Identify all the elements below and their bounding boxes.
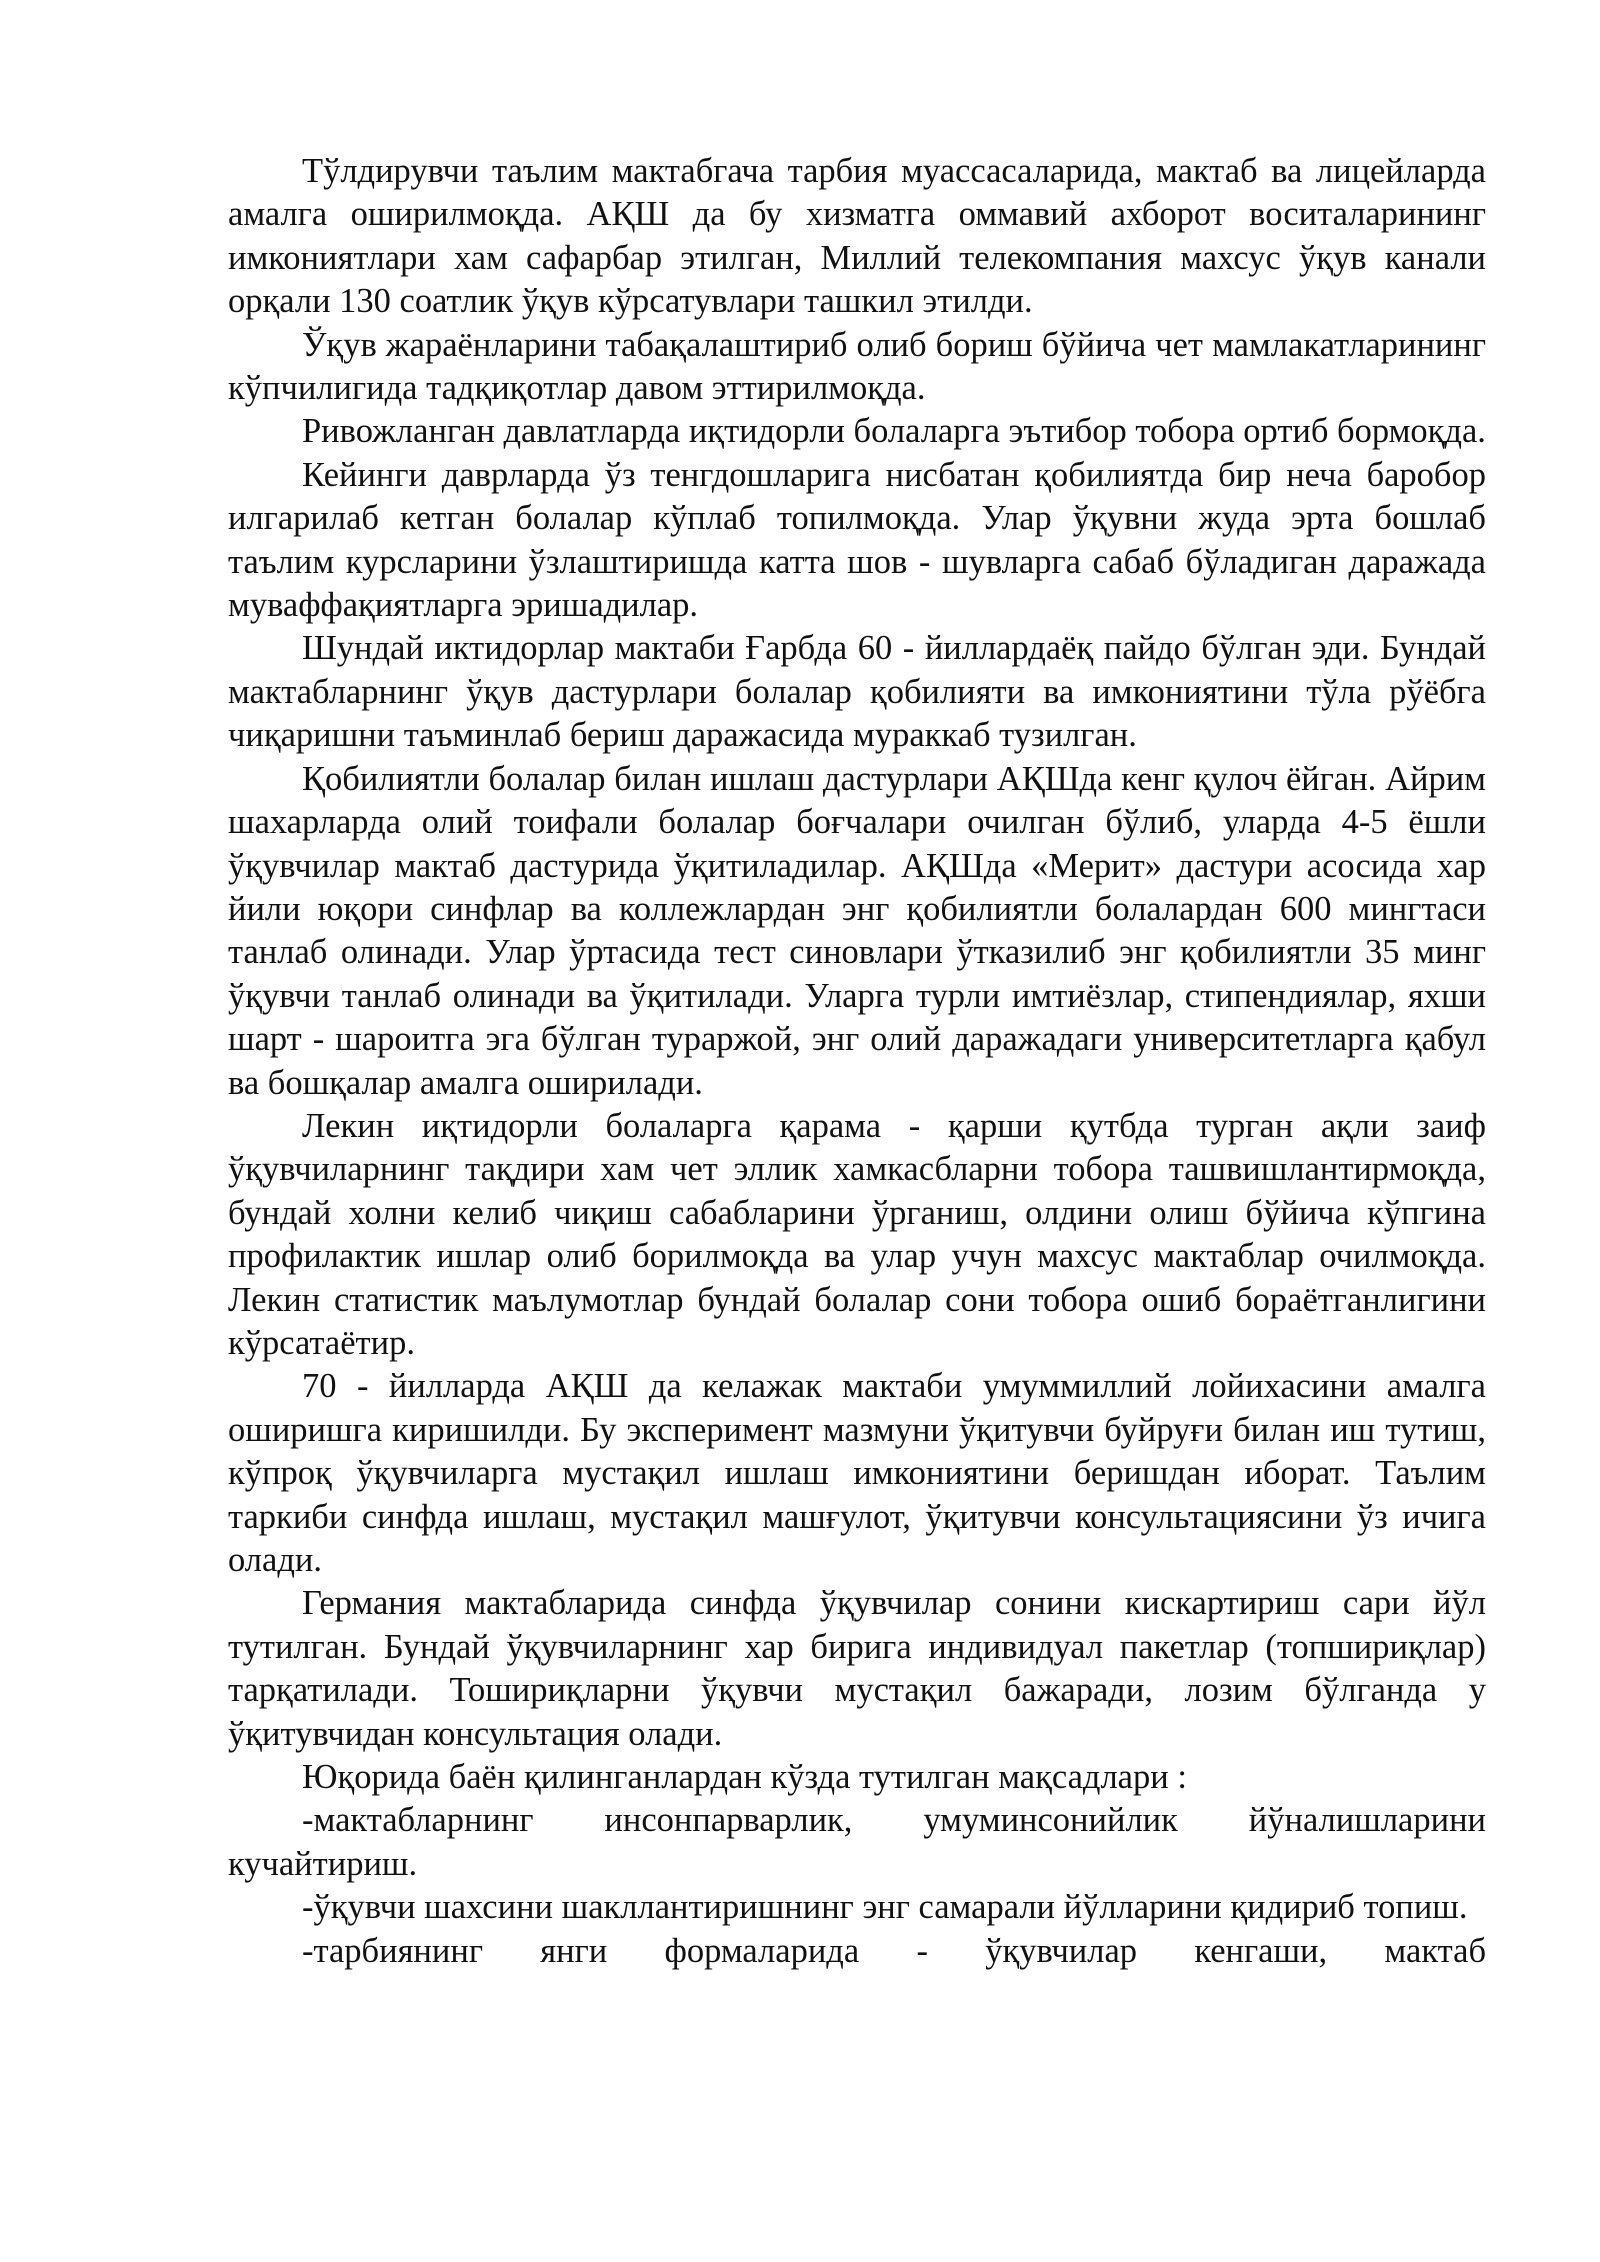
document-page bbox=[228, 150, 1486, 1973]
list-item: -тарбиянинг янги формаларида - ўқувчилар кенгаши, мактаб bbox=[302, 1931, 1486, 1970]
list-item: -ўқувчи шахсини шакллантиришнинг энг самарали йўлларини қидириб топиш. bbox=[302, 1888, 1468, 1927]
paragraph: Ўқув жараёнларини табақалаштириб олиб бориш бўйича чет мамлакатларининг кўпчилигида тадқиқотлар давом эттирилмоқда. bbox=[228, 325, 1486, 408]
paragraph: Шундай иктидорлар мактаби Ғарбда 60 - йиллардаёқ пайдо бўлган эди. Бундай мактабларнинг ўқув дастурлари болалар қобилияти ва имкониятини тўла рўёбга чиқаришни таъминлаб бериш даражасида мураккаб тузилган. bbox=[228, 629, 1486, 755]
paragraph: Кейинги даврларда ўз тенгдошларига нисбатан қобилиятда бир неча баробор илгарилаб кетган болалар кўплаб топилмоқда. Улар ўқувни жуда эрта бошлаб таълим курсларини ўзлаштиришда катта шов - шувларга сабаб бўладиган даражада муваффақиятларга эришадилар. bbox=[228, 455, 1486, 625]
paragraph: Қобилиятли болалар билан ишлаш дастурлари АҚШда кенг қулоч ёйган. Айрим шахарларда олий тоифали болалар боғчалари очилган бўлиб, уларда 4-5 ёшли ўқувчилар мактаб дастурида ўқитиладилар. АҚШда «Мерит» дастури асосида хар йили юқори синфлар ва коллежлардан энг қобилиятли болалардан 600 мингтаси танлаб олинади. Улар ўртасида тест синовлари ўтказилиб энг қобилиятли 35 минг ўқувчи танлаб олинади ва ўқитилади. Уларга турли имтиёзлар, стипендиялар, яхши шарт - шароитга эга бўлган тураржой, энг олий даражадаги университетларга қабул ва бошқалар амалга оширилади. bbox=[228, 759, 1486, 1102]
paragraph: Ривожланган давлатларда иқтидорли болаларга эътибор тобора ортиб бормоқда. bbox=[302, 412, 1486, 451]
paragraph: Лекин иқтидорли болаларга қарама - қарши қутбда турган ақли заиф ўқувчиларнинг тақдири хам чет эллик хамкасбларни тобора ташвишлантирмоқда, бундай холни келиб чиқиш сабабларини ўрганиш, олдини олиш бўйича кўпгина профилактик ишлар олиб борилмоқда ва улар учун махсус мактаблар очилмоқда. Лекин статистик маълумотлар бундай болалар сони тобора ошиб бораётганлигини кўрсатаётир. bbox=[228, 1106, 1486, 1362]
paragraph: Тўлдирувчи таълим мактабгача тарбия муассасаларида, мактаб ва лицейларда амалга оширилмоқда. АҚШ да бу хизматга оммавий ахборот воситаларининг имкониятлари хам сафарбар этилган, Миллий телекомпания махсус ўқув канали орқали 130 соатлик ўқув кўрсатувлари ташкил этилди. bbox=[228, 152, 1486, 321]
paragraph: Юқорида баён қилинганлардан кўзда тутилган мақсадлари : bbox=[302, 1758, 1187, 1797]
paragraph: 70 - йилларда АҚШ да келажак мактаби умуммиллий лойихасини амалга оширишга киришилди. Бу эксперимент мазмуни ўқитувчи буйруғи билан иш тутиш, кўпроқ ўқувчиларга мустақил ишлаш имкониятини беришдан иборат. Таълим таркиби синфда ишлаш, мустақил машғулот, ўқитувчи консультациясини ўз ичига олади. bbox=[228, 1367, 1486, 1579]
paragraph: Германия мактабларида синфда ўқувчилар сонини кискартириш сари йўл тутилган. Бундай ўқувчиларнинг хар бирига индивидуал пакетлар (топшириқлар) тарқатилади. Тошириқларни ўқувчи мустақил бажаради, лозим бўлганда у ўқитувчидан консультация олади. bbox=[228, 1584, 1486, 1753]
list-item: -мактабларнинг инсонпарварлик, умуминсонийлик йўналишларини кучайтириш. bbox=[228, 1801, 1486, 1883]
